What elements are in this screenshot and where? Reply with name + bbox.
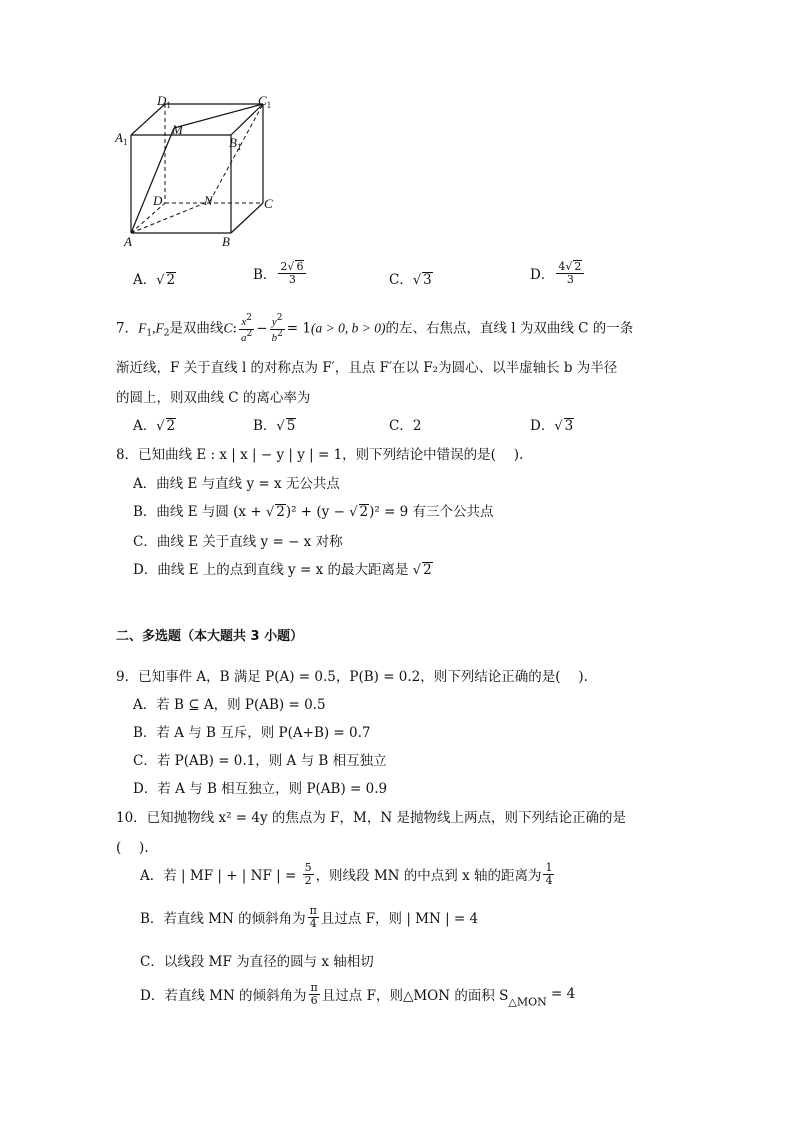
q6-option-d: D． $\frac{4√ 2}{3}$ <box>530 260 586 286</box>
q8-option-b: B．曲线 E 与圆 (x + √ 2)² + (y − √ 2)² = 9 有三个公共点 <box>133 504 494 520</box>
label-C: C <box>264 196 273 211</box>
label-A: A <box>124 234 132 249</box>
q10-option-b: B．若直线 MN 的倾斜角为 $\frac{\pi}{4}$ 且过点 F，则 | MN | = 4 <box>140 904 479 930</box>
q7-option-b: B．√ 5 <box>253 418 296 434</box>
q9-option-c: C．若 P(AB) = 0.1，则 A 与 B 相互独立 <box>133 753 387 769</box>
segment-A-M <box>131 128 174 233</box>
q8-option-d: D．曲线 E 上的点到直线 y = x 的最大距离是 √ 2 <box>133 562 432 578</box>
q10-stem: 10．已知抛物线 x² = 4y 的焦点为 F，M，N 是抛物线上两点，则下列结论正确的是 <box>116 810 626 826</box>
q7-option-c: C．2 <box>389 418 422 434</box>
label-A1: $A_1$ <box>115 130 128 147</box>
q8-stem: 8．已知曲线 E : x | x | − y | y | = 1，则下列结论中错误的是( ). <box>116 447 524 463</box>
label-D1: $D_1$ <box>157 93 171 110</box>
q9-option-d: D．若 A 与 B 相互独立，则 P(AB) = 0.9 <box>133 781 388 797</box>
cube-figure <box>110 90 290 255</box>
q7-stem-line2: 渐近线，F 关于直线 l 的对称点为 F′，且点 F′在以 F₂为圆心、以半虚轴长 b 为半径 <box>116 360 618 376</box>
q10-option-d: D．若直线 MN 的倾斜角为 $\frac{\pi}{6}$ 且过点 F，则△MON 的面积 $S_{\triangle MON} = 4$ <box>140 981 576 1009</box>
label-N: N <box>204 193 213 208</box>
label-D: D <box>153 193 163 208</box>
q6-option-a: A．√ 2 <box>133 272 176 288</box>
q7-option-d: D．√ 3 <box>530 418 574 434</box>
q8-option-c: C．曲线 E 关于直线 y = − x 对称 <box>133 534 343 550</box>
q6-option-c: C．√ 3 <box>389 272 432 288</box>
q9-option-a: A．若 B ⊆ A，则 P(AB) = 0.5 <box>133 697 326 713</box>
q7-option-a: A．√ 2 <box>133 418 176 434</box>
q6-option-b: B． $\frac{2√ 6}{3}$ <box>253 260 308 286</box>
section-title: 二、多选题（本大题共 3 小题） <box>116 629 304 644</box>
label-C1: $C_1$ <box>258 93 272 110</box>
label-B: B <box>222 234 230 249</box>
q9-option-b: B．若 A 与 B 互斥，则 P(A+B) = 0.7 <box>133 725 371 741</box>
segment-A-N <box>131 201 210 233</box>
segment-M-C1 <box>174 104 263 128</box>
label-B1: $B_1$ <box>229 135 242 152</box>
q10-option-c: C．以线段 MF 为直径的圆与 x 轴相切 <box>140 954 374 970</box>
q7-stem-line1: 7．$F_1,F_2$是双曲线C: $\frac{x^2}{a^2}$ − $\frac{y^2}{b^2}$ = 1(a > 0, b > 0)的左、右焦点，直线 l 为双曲线 C 的一条 <box>116 313 634 344</box>
q10-option-a: A．若 | MF | + | NF | = $\frac{5}{2}$ ，则线段 MN 的中点到 x 轴的距离为 $\frac{1}{4}$ <box>140 861 553 887</box>
q8-option-a: A．曲线 E 与直线 y = x 无公共点 <box>133 476 340 492</box>
segment-N-C1 <box>210 104 263 201</box>
q10-stem-end: ( ). <box>116 840 149 856</box>
q7-stem-line3: 的圆上，则双曲线 C 的离心率为 <box>116 390 311 406</box>
edge-B-C <box>231 203 263 233</box>
label-M: M <box>172 122 183 137</box>
q9-stem: 9．已知事件 A，B 满足 P(A) = 0.5，P(B) = 0.2，则下列结论正确的是( ). <box>116 669 588 685</box>
